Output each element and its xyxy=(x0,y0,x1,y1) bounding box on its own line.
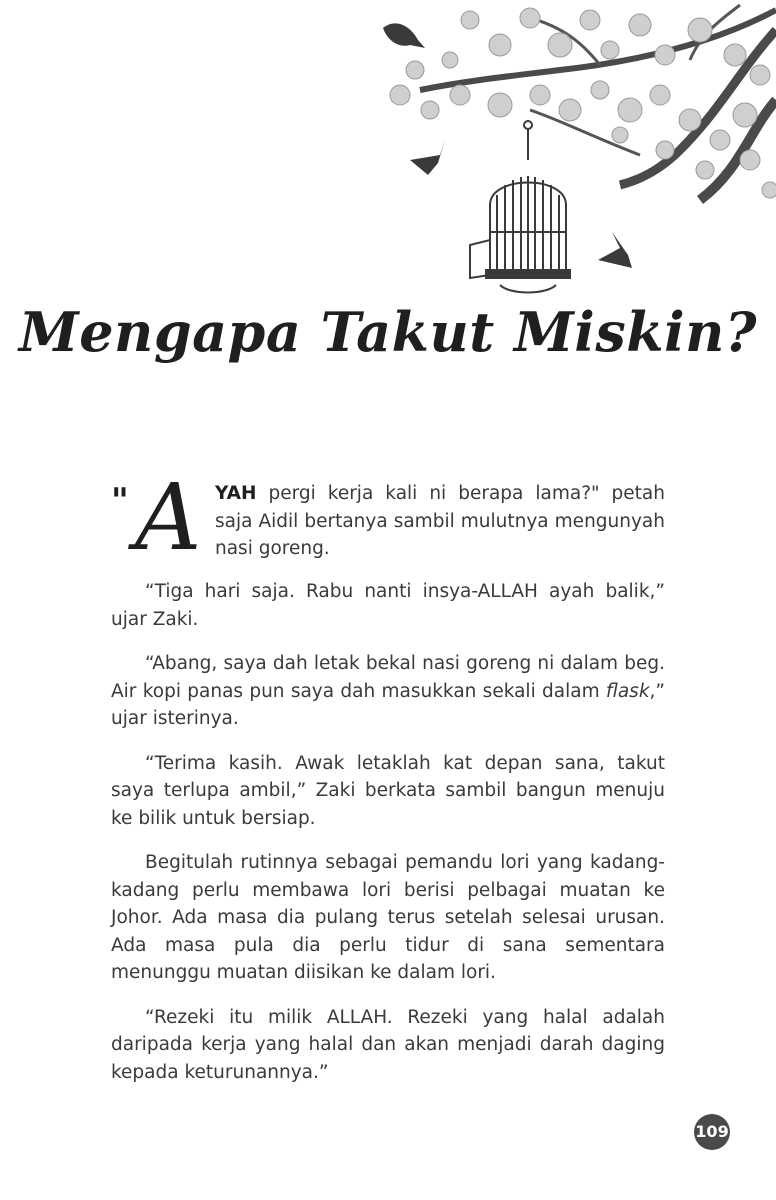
opening-text xyxy=(215,480,665,563)
birdcage-icon xyxy=(470,121,570,293)
paragraph-2 xyxy=(111,650,665,733)
paragraph-2-before: “Abang, saya dah letak bekal nasi goreng ni dalam beg. Air kopi panas pun saya dah masukkan sekali dalam xyxy=(111,653,665,702)
paragraph-1: “Tiga hari saja. Rabu nanti insya-ALLAH ayah balik,” ujar Zaki. xyxy=(111,581,665,630)
paragraph-2-after: ,” ujar isterinya. xyxy=(111,680,665,729)
cherry-blossom-branch-icon xyxy=(390,5,776,200)
paragraph-4: Begitulah rutinnya sebagai pemandu lori yang kadang-kadang perlu membawa lori berisi pelbagai muatan ke Johor. Ada masa dia pulang terus setelah selesai urusan. Ada masa pula dia perlu tidur di sana sementara menunggu muatan diisikan ke dalam lori. xyxy=(111,852,665,983)
paragraph-5: “Rezeki itu milik ALLAH. Rezeki yang halal adalah daripada kerja yang halal dan akan menjadi darah daging kepada keturunannya.” xyxy=(111,1006,665,1083)
opening-paragraph xyxy=(111,464,665,571)
drop-cap: A xyxy=(135,464,202,571)
page-number: 109 xyxy=(694,1114,730,1150)
chapter-illustration xyxy=(0,0,776,300)
opening-quote-mark: " xyxy=(111,481,129,521)
opening-bold-word: YAH xyxy=(215,483,257,504)
opening-sentence: pergi kerja kali ni berapa lama?" petah saja Aidil bertanya sambil mulutnya mengunyah nasi goreng. xyxy=(215,483,665,559)
body-text xyxy=(111,578,665,1103)
paragraph-2-italic: flask xyxy=(605,680,650,702)
paragraph-3: “Terima kasih. Awak letaklah kat depan sana, takut saya terlupa ambil,” Zaki berkata sambil bangun menuju ke bilik untuk bersiap. xyxy=(111,752,665,829)
chapter-title: Mengapa Takut Miskin? xyxy=(18,300,758,364)
